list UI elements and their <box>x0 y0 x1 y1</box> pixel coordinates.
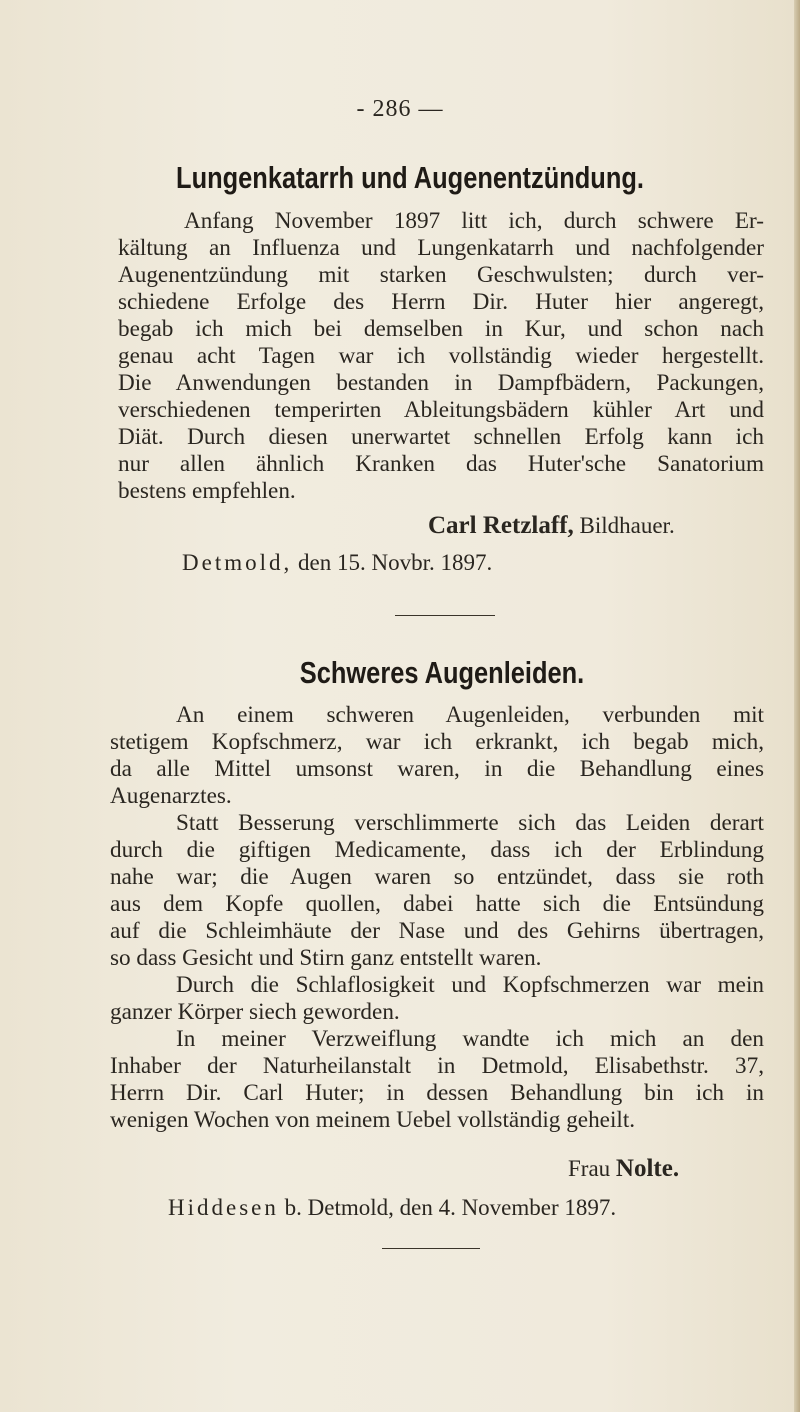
signature-name: Carl Retzlaff, <box>428 512 574 539</box>
dateline-hiddesen <box>168 1195 616 1221</box>
signature-retzlaff <box>428 512 675 540</box>
text-line: da alle Mittel umsonst waren, in die Behandlung eines <box>110 756 764 782</box>
text-line: auf die Schleimhäute der Nase und des Gehirns übertragen, <box>110 918 764 944</box>
dateline-detmold <box>182 550 492 576</box>
dateline-date: den 15. Novbr. 1897. <box>298 550 493 575</box>
article-title-lungenkatarrh: Lungenkatarrh und Augenentzündung. <box>176 160 644 195</box>
signature-prefix: Frau <box>568 1156 611 1181</box>
text-line: Anfang November 1897 litt ich, durch schwere Er- <box>184 208 764 234</box>
dateline-place: Detmold, <box>182 550 293 575</box>
text-line: Die Anwendungen bestanden in Dampfbädern, Packungen, <box>118 370 764 396</box>
text-line: Herrn Dir. Carl Huter; in dessen Behandlung bin ich in <box>110 1080 764 1106</box>
text-line: wenigen Wochen von meinem Uebel vollständig geheilt. <box>110 1107 636 1133</box>
text-line: aus dem Kopfe quollen, dabei hatte sich die Entsündung <box>110 891 764 917</box>
page-edge <box>794 0 800 1412</box>
text-line: Inhaber der Naturheilanstalt in Detmold, Elisabethstr. 37, <box>110 1053 764 1079</box>
text-line: stetigem Kopfschmerz, war ich erkrankt, ich begab mich, <box>110 729 764 755</box>
article-body-augenleiden <box>110 702 764 1134</box>
text-line: ganzer Körper siech geworden. <box>110 999 400 1025</box>
text-line: Augenentzündung mit starken Geschwulsten; durch ver- <box>118 262 764 288</box>
text-line: durch die giftigen Medicamente, dass ich der Erblindung <box>110 837 764 863</box>
article-body-lungenkatarrh <box>118 208 764 505</box>
article-title-augenleiden: Schweres Augenleiden. <box>299 655 585 690</box>
text-line: Statt Besserung verschlimmerte sich das Leiden derart <box>176 810 764 836</box>
text-line: bestens empfehlen. <box>118 478 296 504</box>
text-line: In meiner Verzweiflung wandte ich mich an den <box>176 1026 764 1052</box>
signature-name: Nolte. <box>615 1155 680 1182</box>
text-line: kältung an Influenza und Lungenkatarrh und nachfolgender <box>118 235 764 261</box>
text-line: An einem schweren Augenleiden, verbunden mit <box>176 702 764 728</box>
dateline-place: Hiddesen <box>168 1195 279 1220</box>
section-divider <box>382 1248 480 1249</box>
text-line: nur allen ähnlich Kranken das Huter'sche Sanatorium <box>118 451 764 477</box>
text-line: Durch die Schlaflosigkeit und Kopfschmerzen war mein <box>176 972 764 998</box>
dateline-date: b. Detmold, den 4. November 1897. <box>284 1195 617 1220</box>
page-number: - 286 — <box>356 96 444 122</box>
text-line: so dass Gesicht und Stirn ganz entstellt waren. <box>110 945 542 971</box>
text-line: genau acht Tagen war ich vollständig wieder hergestellt. <box>118 343 764 369</box>
text-line: begab ich mich bei demselben in Kur, und schon nach <box>118 316 764 342</box>
text-line: verschiedenen temperirten Ableitungsbädern kühler Art und <box>118 397 764 423</box>
text-line: schiedene Erfolge des Herrn Dir. Huter hier angeregt, <box>118 289 764 315</box>
text-line: Diät. Durch diesen unerwartet schnellen Erfolg kann ich <box>118 424 764 450</box>
signature-nolte <box>568 1155 679 1183</box>
text-line: Augenarztes. <box>110 783 232 809</box>
section-divider <box>395 615 495 616</box>
text-line: nahe war; die Augen waren so entzündet, dass sie roth <box>110 864 764 890</box>
signature-role: Bildhauer. <box>579 513 675 538</box>
